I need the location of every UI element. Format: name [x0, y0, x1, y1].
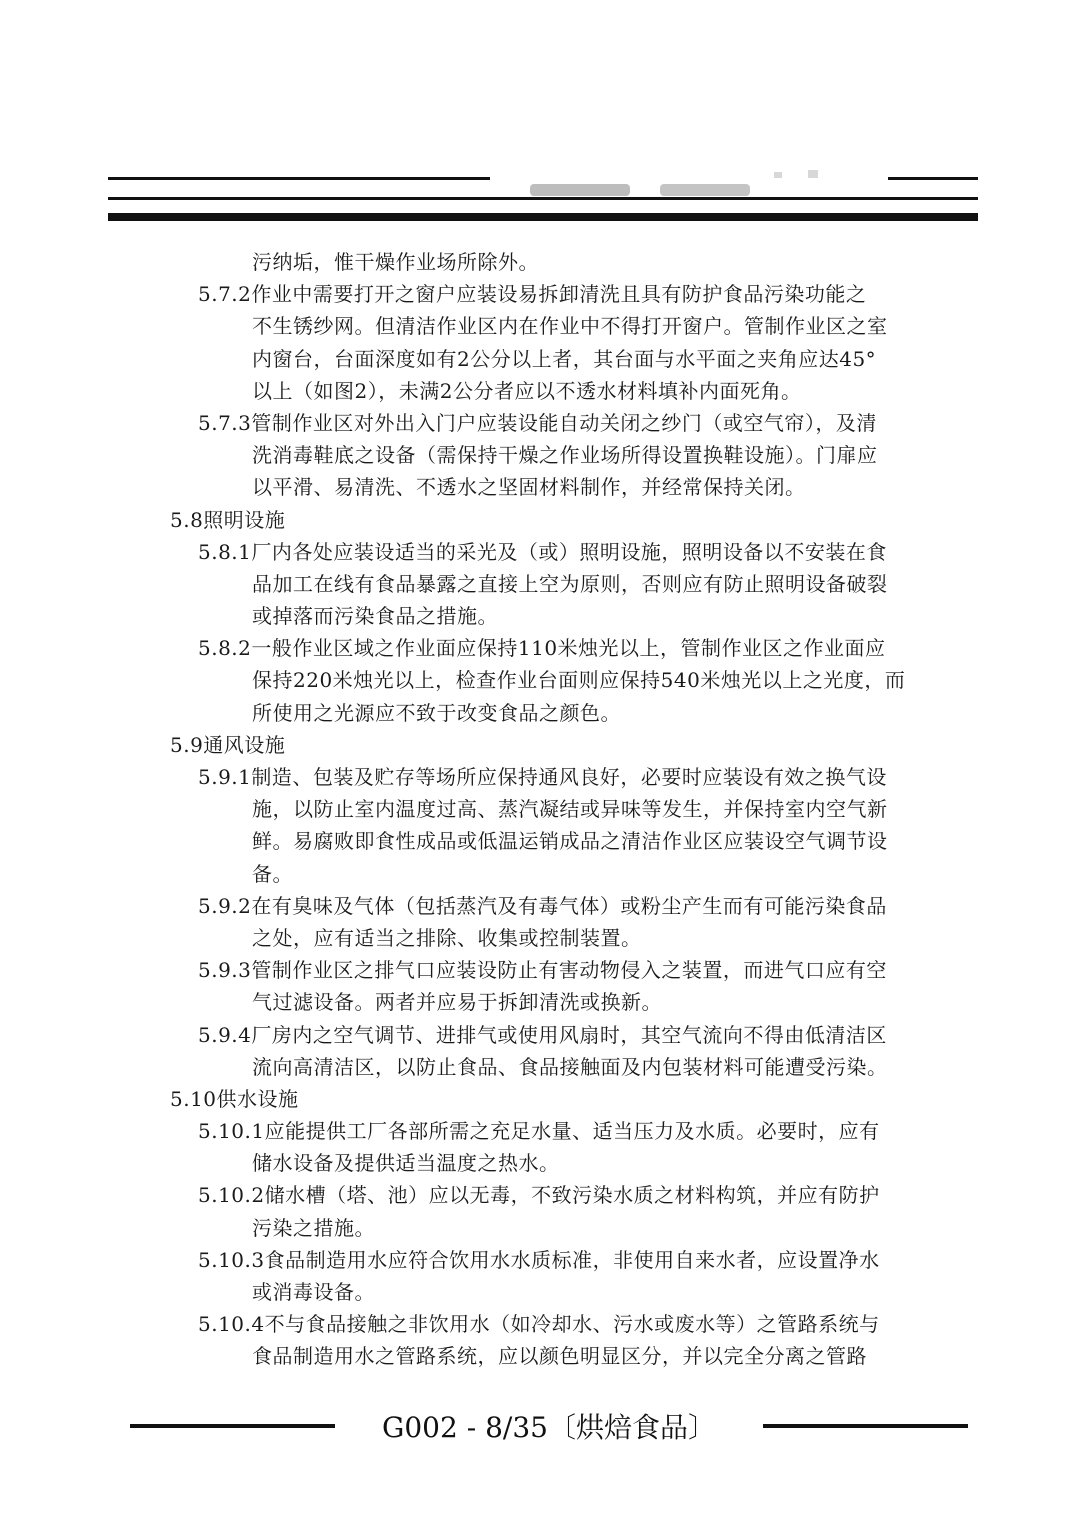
continuation-line: 食品制造用水之管路系统，应以颜色明显区分，并以完全分离之管路: [252, 1344, 867, 1369]
footer-page-label: G002 - 8/35〔烘焙食品〕: [382, 1411, 716, 1444]
clause-line: 5.7.2作业中需要打开之窗户应装设易拆卸清洗且具有防护食品污染功能之: [198, 282, 867, 307]
footer-rule-left: [130, 1424, 335, 1428]
header-rule-top-right: [888, 177, 978, 180]
clause-line: 5.10.3食品制造用水应符合饮用水水质标准，非使用自来水者，应设置净水: [198, 1247, 880, 1272]
section-heading: 5.8照明设施: [170, 507, 286, 532]
footer-rule-right: [763, 1424, 968, 1428]
continuation-line: 流向高清洁区，以防止食品、食品接触面及内包装材料可能遭受污染。: [252, 1054, 888, 1079]
clause-line: 5.9.3管制作业区之排气口应装设防止有害动物侵入之装置，而进气口应有空: [198, 958, 887, 983]
header-rule-middle: [108, 197, 978, 200]
continuation-line: 不生锈纱网。但清洁作业区内在作业中不得打开窗户。管制作业区之室: [252, 314, 888, 339]
header-smudge-1: [530, 184, 630, 196]
continuation-line: 以上（如图2），未满2公分者应以不透水材料填补内面死角。: [252, 378, 802, 403]
header-smudge-2: [660, 184, 750, 196]
document-body: [170, 246, 940, 1373]
continuation-line: 保持220米烛光以上，检查作业台面则应保持540米烛光以上之光度，而: [252, 668, 906, 693]
continuation-line: 鲜。易腐败即食性成品或低温运销成品之清洁作业区应装设空气调节设: [252, 829, 888, 854]
clause-line: 5.9.4厂房内之空气调节、进排气或使用风扇时，其空气流向不得由低清洁区: [198, 1022, 887, 1047]
clause-line: 5.8.2一般作业区域之作业面应保持110米烛光以上，管制作业区之作业面应: [198, 636, 886, 661]
continuation-line: 储水设备及提供适当温度之热水。: [252, 1151, 560, 1176]
header-speck-2: [808, 170, 818, 178]
continuation-line: 或消毒设备。: [252, 1280, 375, 1304]
clause-line: 5.10.4不与食品接触之非饮用水（如冷却水、污水或废水等）之管路系统与: [198, 1312, 880, 1337]
continuation-line: 备。: [252, 861, 293, 886]
continuation-line: 施，以防止室内温度过高、蒸汽凝结或异味等发生，并保持室内空气新: [252, 797, 888, 822]
continuation-line: 之处，应有适当之排除、收集或控制装置。: [252, 925, 642, 950]
continuation-line: 污纳垢，惟干燥作业场所除外。: [252, 250, 539, 274]
clause-line: 5.8.1厂内各处应装设适当的采光及（或）照明设施，照明设备以不安装在食: [198, 539, 887, 564]
clause-line: 5.10.1应能提供工厂各部所需之充足水量、适当压力及水质。必要时，应有: [198, 1119, 880, 1144]
continuation-line: 内窗台，台面深度如有2公分以上者，其台面与水平面之夹角应达45°: [252, 346, 877, 371]
continuation-line: 洗消毒鞋底之设备（需保持干燥之作业场所得设置换鞋设施）。门扉应: [252, 443, 878, 468]
page-footer: [0, 1402, 1080, 1452]
clause-line: 5.7.3管制作业区对外出入门户应装设能自动关闭之纱门（或空气帘），及清: [198, 410, 877, 435]
continuation-line: 所使用之光源应不致于改变食品之颜色。: [252, 700, 621, 725]
clause-line: 5.9.2在有臭味及气体（包括蒸汽及有毒气体）或粉尘产生而有可能污染食品: [198, 893, 887, 918]
continuation-line: 以平滑、易清洗、不透水之坚固材料制作，并经常保持关闭。: [252, 475, 806, 500]
section-heading: 5.9通风设施: [170, 732, 286, 757]
continuation-line: 污染之措施。: [252, 1215, 375, 1240]
continuation-line: 品加工在线有食品暴露之直接上空为原则，否则应有防止照明设备破裂: [252, 571, 888, 596]
clause-line: 5.9.1制造、包装及贮存等场所应保持通风良好，必要时应装设有效之换气设: [198, 765, 887, 789]
clause-line: 5.10.2储水槽（塔、池）应以无毒，不致污染水质之材料构筑，并应有防护: [198, 1183, 880, 1208]
header-rule-thick: [108, 213, 978, 221]
header-rule-top-left: [108, 177, 490, 180]
continuation-line: 气过滤设备。两者并应易于拆卸清洗或换新。: [252, 990, 662, 1015]
continuation-line: 或掉落而污染食品之措施。: [252, 604, 498, 629]
header-speck-1: [774, 172, 782, 178]
section-heading: 5.10供水设施: [170, 1086, 299, 1111]
